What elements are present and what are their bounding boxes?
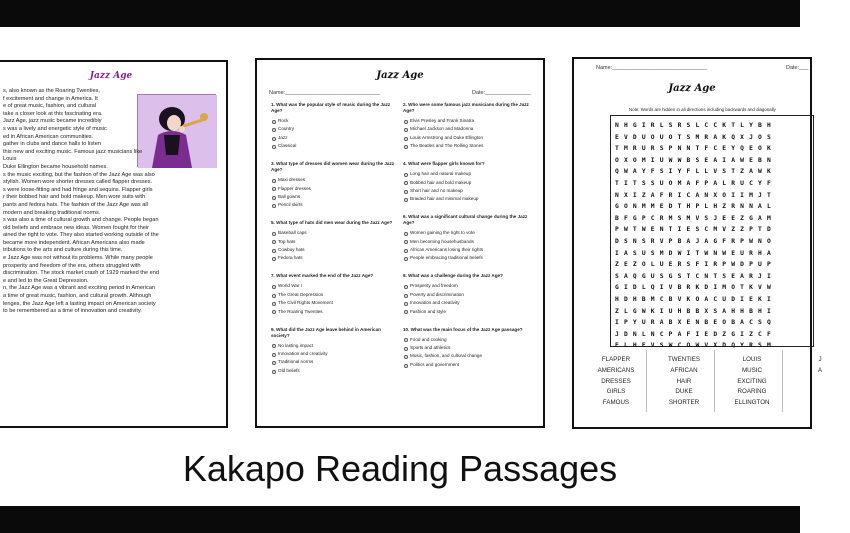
word-item: DUKE	[675, 388, 693, 396]
grid-row: NHGIRLSRSLCCKTLYBH	[615, 122, 776, 129]
word-list-column	[790, 355, 850, 377]
quiz-question	[271, 327, 397, 376]
passage-line: s, also known as the Roaring Twenties,	[3, 88, 100, 94]
wordsearch-note: Note: Words are hidden in all directions including backwards and diagonally	[629, 107, 776, 112]
passage-line: Jazz Age, jazz music became incredibly	[3, 118, 102, 125]
grid-row: HDHBMCBVKOACUDIEKI	[615, 295, 776, 303]
answer-option: Sports and athletics	[403, 344, 529, 352]
question-text: 3. What type of dresses did women wear during the Jazz Age?	[271, 161, 395, 173]
word-item: MUSIC	[742, 366, 762, 374]
answer-option: Michael Jackson and Madonna	[403, 125, 529, 133]
question-text: 9. What did the Jazz Age leave behind in American society?	[271, 326, 381, 338]
answer-option: Pencil skirts	[271, 201, 397, 209]
answer-option: Politics and government	[403, 361, 529, 369]
passage-line: old beliefs and embrace new ideas. Women fought for their	[3, 224, 150, 231]
quiz-name-field: Name:_______________________________	[269, 90, 381, 96]
word-list-divider	[782, 350, 783, 412]
passage-line: r their bobbed hair and bold makeup. Men wore suits with	[3, 194, 146, 201]
quiz-question	[271, 273, 397, 316]
answer-option: Food and cooking	[403, 336, 529, 344]
grid-row: TMRURSPNNTFCEYQEOK	[615, 145, 776, 153]
passage-line: ained the right to vote. They also started working outside of the	[3, 232, 159, 239]
grid-row: EVDUOUOTSMRAKQXJOS	[615, 133, 776, 141]
passage-line: modern and breaking traditional norms.	[3, 209, 101, 216]
word-item: AMERICANS	[597, 366, 635, 374]
answer-option: Bobbed hair and bold makeup	[403, 179, 529, 187]
wordsearch-name-field: Name:_______________________________	[596, 65, 708, 71]
word-item: HAIR	[676, 377, 692, 385]
passage-line: s was also a time of cultural growth and change. People began	[3, 217, 159, 224]
quiz-question	[403, 161, 529, 204]
bottom-black-bar	[0, 506, 800, 533]
quiz-question	[271, 102, 397, 151]
grid-row: ELHEVSWCOWVXDQYRSM	[615, 342, 776, 350]
word-item: TWENTIES	[668, 356, 700, 363]
answer-option: Ball gowns	[271, 193, 397, 201]
reading-passage-sheet	[0, 60, 228, 428]
passage-line: lenges, the Jazz Age left a lasting impact on American society	[3, 300, 156, 307]
quiz-question	[403, 327, 529, 370]
top-black-bar	[0, 0, 800, 27]
quiz-question	[403, 102, 529, 151]
grid-row: OXOMIUWWBSEAIAWEBN	[615, 156, 776, 164]
passage-line: s the music exciting, but the fashion of the Jazz Age was also	[3, 171, 155, 178]
passage-line: take a closer look at this fascinating era.	[3, 110, 103, 117]
answer-option: Top hats	[271, 238, 397, 246]
passage-line: f excitement and change in America. It	[3, 95, 98, 102]
answer-option: Elvis Presley and Frank Sinatra	[403, 117, 529, 125]
grid-row: GIDLQIVBRKDIMOTKVW	[615, 284, 776, 292]
quiz-sheet	[255, 58, 545, 428]
answer-option: Flapper dresses	[271, 185, 397, 193]
question-text: 2. Who were some famous jazz musicians during the Jazz Age?	[403, 102, 529, 113]
word-item: GIRLS	[606, 388, 626, 396]
answer-option: Innovation and creativity	[271, 350, 397, 358]
answer-option: Men becoming househusbands	[403, 238, 529, 246]
passage-line: e of great music, fashion, and cultural	[3, 103, 96, 110]
answer-option: The Great Depression	[271, 291, 397, 299]
passage-line: discrimination. The stock market crash of 1929 marked the end	[3, 270, 159, 277]
answer-option: No lasting impact	[271, 342, 397, 350]
passage-line: tributions to the arts and culture during this time.	[3, 247, 123, 254]
grid-row: IASUSMDWITWNWEURHA	[615, 249, 776, 257]
passage-body	[0, 88, 226, 316]
answer-option: African Americans losing their rights	[403, 246, 529, 254]
grid-row: ZEZOLUERSFIRPWDPUP	[615, 261, 776, 269]
question-text: 1. What was the popular style of music during the Jazz Age?	[271, 102, 391, 113]
grid-row: TITSSUOMAFPALRUCYF	[615, 179, 776, 187]
answer-option: Music, fashion, and cultural change	[403, 352, 529, 360]
word-item: FLAPPER	[601, 356, 631, 363]
word-item: A	[817, 366, 823, 374]
grid-row: DSNSRVPBAJAGFRPWNO	[615, 237, 776, 245]
quiz-column-left	[271, 102, 397, 386]
question-text: 7. What event marked the end of the Jazz Age?	[271, 273, 374, 279]
word-list-divider	[714, 350, 715, 412]
answer-option: Fashion and style	[403, 308, 529, 316]
word-list-column	[586, 355, 646, 409]
answer-option: Rock	[271, 117, 397, 125]
grid-row: NXIZAFRICANXOIIMJT	[615, 191, 776, 199]
word-list-divider	[646, 350, 647, 412]
grid-row: JDNLNCPAFIEDZGIZCF	[615, 330, 776, 338]
answer-option: Country	[271, 125, 397, 133]
answer-option: Long hair and natural makeup	[403, 170, 529, 178]
grid-row: QWAYFSIYFLLVSTZAWK	[615, 168, 776, 176]
word-item: AFRICAN	[670, 366, 698, 374]
answer-option: Short hair and no makeup	[403, 187, 529, 195]
word-item: SHORTER	[668, 399, 700, 407]
passage-line: pants and fedora hats. The fashion of the Jazz Age was all	[3, 201, 148, 208]
answer-option: Traditional norms	[271, 358, 397, 366]
passage-line: s was a lively and energetic style of music	[3, 125, 107, 132]
grid-row: IPYURABXENBEOBACSQ	[615, 319, 776, 327]
answer-option: Innovation and creativity	[403, 299, 529, 307]
answer-option: Women gaining the right to vote	[403, 229, 529, 237]
question-text: 4. What were flapper girls known for?	[403, 161, 485, 167]
quiz-question	[403, 214, 529, 263]
passage-line: e Jazz Age was not without its problems. While many people	[3, 255, 153, 262]
answer-option: Prosperity and freedom	[403, 282, 529, 290]
quiz-column-right	[403, 102, 529, 380]
quiz-question	[403, 273, 529, 316]
passage-line: to be remembered as a time of innovation and creativity.	[3, 308, 142, 315]
word-search-sheet	[572, 57, 823, 429]
answer-option: Old beliefs	[271, 367, 397, 375]
passage-line: stylish. Women wore shorter dresses called flapper dresses.	[3, 179, 153, 186]
passage-line: Duke Ellington became household names.	[3, 163, 108, 170]
grid-row: SAQGUSGSTCNTSEARJI	[615, 272, 776, 280]
word-item: ELLINGTON	[734, 399, 770, 407]
quiz-title: Jazz Age	[376, 70, 424, 81]
quiz-question	[271, 161, 397, 210]
question-text: 5. What type of hats did men wear during the Jazz Age?	[271, 220, 393, 226]
quiz-date-field: Date:_______________	[471, 90, 531, 96]
question-text: 8. What was a challenge during the Jazz Age?	[403, 273, 503, 279]
quiz-question	[271, 220, 397, 263]
wordsearch-title: Jazz Age	[668, 83, 716, 94]
answer-option: Jazz	[271, 134, 397, 142]
passage-line: n, the Jazz Age was a vibrant and exciting period in American	[3, 285, 156, 292]
passage-line: a time of great music, fashion, and cultural growth. Although	[3, 293, 152, 300]
answer-option: Baseball caps	[271, 229, 397, 237]
word-item: FAMOUS	[602, 399, 630, 407]
word-item: DRESSES	[601, 377, 631, 385]
answer-option: Fedora hats	[271, 254, 397, 262]
answer-option: Cowboy hats	[271, 246, 397, 254]
passage-line: gather in clubs and dance halls to listen	[3, 141, 101, 148]
answer-option: Maxi dresses	[271, 176, 397, 184]
grid-row: BFGPCRMSMVSJEEZGAM	[615, 214, 776, 222]
answer-option: The Civil Rights Movement	[271, 299, 397, 307]
word-item: EXCITING	[737, 377, 767, 385]
passage-line: prosperity and freedom of the era, others struggled with	[3, 262, 141, 269]
quiz-header-fields	[269, 90, 531, 96]
question-text: 10. What was the main focus of the Jazz Age passage?	[403, 326, 523, 332]
answer-option: World War I	[271, 282, 397, 290]
passage-line: this new and exciting music. Famous jazz musicians like Louis	[3, 148, 143, 163]
word-item: J	[818, 356, 822, 363]
passage-title: Jazz Age	[89, 71, 133, 81]
answer-option: Poverty and discrimination	[403, 291, 529, 299]
grid-row: ZLGWKIUHBBXSAHHBHI	[615, 307, 776, 315]
word-item: ROARING	[737, 388, 767, 396]
passage-line: became more independent. African Americans also made	[3, 239, 145, 246]
answer-option: The Beatles and The Rolling Stones	[403, 142, 529, 150]
answer-option: Classical	[271, 142, 397, 150]
word-item: LOUIS	[742, 356, 762, 363]
word-list-column	[654, 355, 714, 409]
answer-option: The Roaring Twenties	[271, 308, 397, 316]
passage-line: e and led to the Great Depression.	[3, 277, 89, 284]
question-text: 6. What was a significant cultural change during the Jazz Age?	[403, 214, 528, 226]
answer-option: Braided hair and minimal makeup	[403, 195, 529, 203]
grid-row: PWTWENTIESCMVZZPTD	[615, 226, 776, 234]
answer-option: People embracing traditional beliefs	[403, 254, 529, 262]
wordsearch-header-fields	[596, 65, 809, 71]
word-list-column	[722, 355, 782, 409]
answer-option: Louis Armstrong and Duke Ellington	[403, 134, 529, 142]
grid-row: GONMMEDTHPLHZRNNAL	[615, 203, 776, 211]
wordsearch-date-field: Date:___	[786, 65, 809, 71]
passage-line: s were loose-fitting and had fringe and sequins. Flapper girls	[3, 186, 153, 193]
caption-title: Kakapo Reading Passages	[182, 448, 618, 489]
letter-grid	[610, 115, 814, 350]
passage-line: ed in African American communities.	[3, 133, 94, 140]
